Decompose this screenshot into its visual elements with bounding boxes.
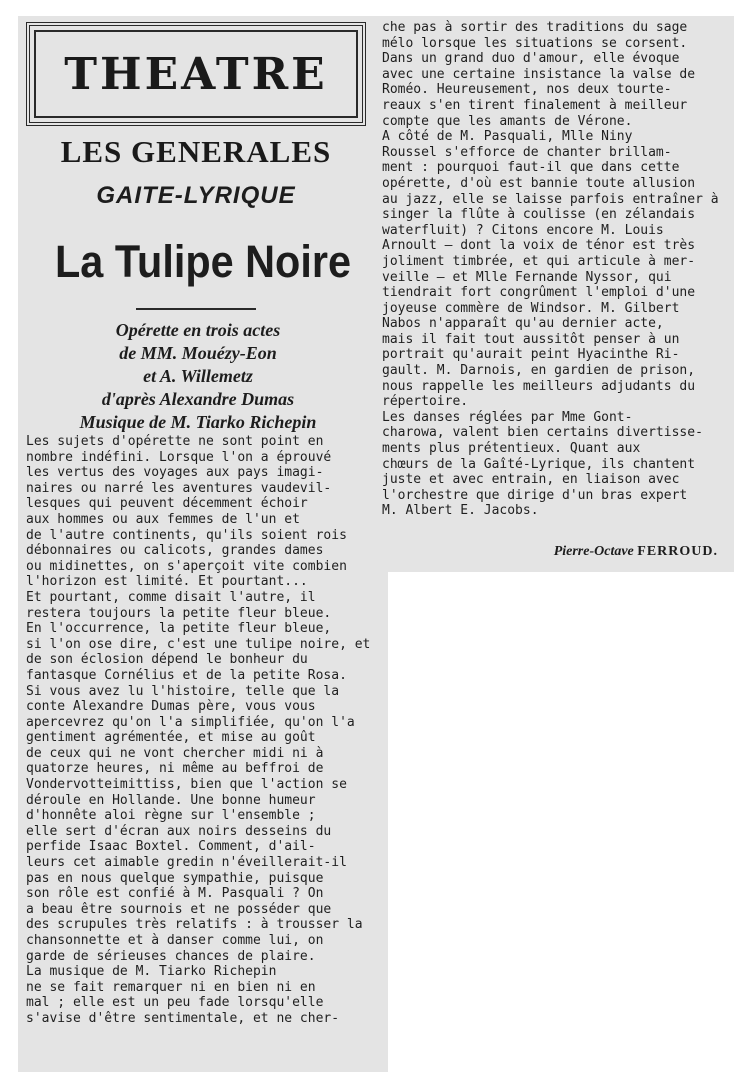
- heading: LES GENERALES: [60, 134, 332, 169]
- text-line: ne se fait remarquer ni en bien ni en: [26, 979, 316, 995]
- text-line: de son éclosion dépend le bonheur du: [26, 652, 308, 668]
- credit-line: Opérette en trois actes: [115, 320, 281, 340]
- text-line: portrait qu'aurait peint Hyacinthe Ri-: [382, 347, 680, 363]
- credit-line: Musique de M. Tiarko Richepin: [79, 412, 317, 432]
- left-body-text: [26, 434, 378, 1027]
- text-line: charowa, valent bien certains divertisse-: [382, 425, 703, 441]
- text-line: Les danses réglées par Mme Gont-: [382, 409, 633, 425]
- section-banner-title: THEATRE: [64, 48, 328, 100]
- section-banner: [26, 22, 366, 126]
- text-line: l'horizon est limité. Et pourtant...: [26, 574, 308, 590]
- text-line: si l'on ose dire, c'est une tulipe noire, et: [26, 636, 371, 652]
- text-line: ou midinettes, on s'aperçoit vite combien: [26, 558, 347, 574]
- text-line: avec une certaine insistance la valse de: [382, 66, 696, 82]
- text-line: joliment timbrée, et qui articule à mer-: [382, 253, 696, 269]
- text-line: de l'autre continents, qu'ils soient rois: [26, 527, 347, 543]
- author-surname: FERROUD.: [637, 544, 718, 559]
- text-line: Arnoult — dont la voix de ténor est très: [382, 238, 696, 254]
- credit-line: de MM. Mouézy-Eon: [119, 343, 277, 363]
- text-line: s'avise d'être sentimentale, et ne cher-: [26, 1010, 340, 1026]
- text-line: Roméo. Heureusement, nos deux tourte-: [382, 82, 672, 98]
- text-line: lesques qui peuvent décemment échoir: [26, 496, 308, 512]
- text-line: La musique de M. Tiarko Richepin: [26, 964, 277, 980]
- text-line: restera toujours la petite fleur bleue.: [26, 605, 332, 621]
- text-line: mais il fait tout aussitôt penser à un: [382, 331, 680, 347]
- show-title: La Tulipe Noire: [55, 236, 351, 287]
- text-line: mal ; elle est un peu fade lorsqu'elle: [26, 995, 324, 1011]
- text-line: conte Alexandre Dumas père, vous vous: [26, 699, 316, 715]
- text-line: reaux s'en tirent finalement à meilleur: [382, 97, 688, 113]
- text-line: M. Albert E. Jacobs.: [382, 503, 539, 519]
- text-line: apercevrez qu'on l'a simplifiée, qu'on l'a: [26, 714, 355, 730]
- text-line: ment : pourquoi faut-il que dans cette: [382, 160, 680, 176]
- text-line: naires ou narré les aventures vaudevil-: [26, 480, 332, 496]
- text-line: che pas à sortir des traditions du sage: [382, 20, 688, 35]
- text-line: son rôle est confié à M. Pasquali ? On: [26, 886, 324, 902]
- credits-block: [18, 319, 378, 434]
- text-line: mélo lorsque les situations se corsent.: [382, 35, 688, 51]
- text-line: aux hommes ou aux femmes de l'un et: [26, 511, 300, 527]
- article-right-column: [376, 16, 734, 572]
- text-line: gentiment agrémentée, et mise au goût: [26, 730, 316, 746]
- text-line: débonnaires ou calicots, grandes dames: [26, 543, 324, 559]
- text-line: nombre indéfini. Lorsque l'on a éprouvé: [26, 449, 332, 465]
- text-line: compte que les amants de Vérone.: [382, 113, 633, 129]
- text-line: répertoire.: [382, 394, 469, 410]
- credit-line: et A. Willemetz: [143, 366, 253, 386]
- text-line: waterfluit) ? Citons encore M. Louis: [382, 222, 664, 238]
- credit-line: d'après Alexandre Dumas: [101, 389, 295, 409]
- text-line: des scrupules très relatifs : à trousser la: [26, 917, 363, 933]
- text-line: joyeuse commère de Windsor. M. Gilbert: [382, 300, 680, 316]
- text-line: opérette, d'où est bannie toute allusion: [382, 175, 696, 191]
- divider-rule: [136, 308, 256, 310]
- text-line: singer la flûte à coulisse (en zélandais: [382, 207, 696, 223]
- text-line: a beau être sournois et ne posséder que: [26, 901, 332, 917]
- author-signature: [554, 544, 718, 560]
- text-line: Vondervotteimittiss, bien que l'action se: [26, 777, 347, 793]
- text-line: fantasque Cornélius et de la petite Rosa.: [26, 667, 347, 683]
- text-line: Nabos n'apparaît qu'au dernier acte,: [382, 316, 664, 332]
- text-line: perfide Isaac Boxtel. Comment, d'ail-: [26, 839, 316, 855]
- text-line: ments plus prétentieux. Quant aux: [382, 441, 641, 457]
- text-line: Les sujets d'opérette ne sont point en: [26, 434, 324, 449]
- text-line: Si vous avez lu l'histoire, telle que la: [26, 683, 340, 699]
- text-line: juste et avec entrain, en liaison avec: [382, 472, 680, 488]
- venue-name: GAITE-LYRIQUE: [96, 182, 296, 209]
- text-line: quatorze heures, ni même au beffroi de: [26, 761, 324, 777]
- text-line: déroule en Hollande. Une bonne humeur: [26, 792, 316, 808]
- text-line: pas en nous quelque sympathie, puisque: [26, 870, 324, 886]
- text-line: Dans un grand duo d'amour, elle évoque: [382, 51, 680, 67]
- text-line: garde de sérieuses chances de plaire.: [26, 948, 316, 964]
- text-line: En l'occurrence, la petite fleur bleue,: [26, 621, 332, 637]
- text-line: Roussel s'efforce de chanter brillam-: [382, 144, 672, 160]
- text-line: d'honnête aloi règne sur l'ensemble ;: [26, 808, 316, 824]
- text-line: A côté de M. Pasquali, Mlle Niny: [382, 129, 633, 145]
- text-line: Et pourtant, comme disait l'autre, il: [26, 589, 316, 605]
- text-line: veille — et Mlle Fernande Nyssor, qui: [382, 269, 672, 285]
- article-left-column: [18, 16, 388, 1072]
- text-line: chansonnette et à danser comme lui, on: [26, 933, 324, 948]
- text-line: nous rappelle les meilleurs adjudants du: [382, 378, 696, 394]
- text-line: les vertus des voyages aux pays imagi-: [26, 465, 324, 481]
- author-first-name: Pierre-Octave: [553, 544, 634, 559]
- right-body-text: [382, 20, 730, 519]
- text-line: chœurs de la Gaîté-Lyrique, ils chantent: [382, 456, 696, 472]
- text-line: tiendrait fort congrûment l'emploi d'une: [382, 285, 696, 301]
- text-line: l'orchestre que dirige d'un bras expert: [382, 487, 688, 503]
- text-line: elle sert d'écran aux noirs desseins du: [26, 823, 332, 839]
- text-line: gault. M. Darnois, en gardien de prison,: [382, 363, 696, 379]
- text-line: leurs cet aimable gredin n'éveillerait-il: [26, 855, 347, 871]
- text-line: de ceux qui ne vont chercher midi ni à: [26, 745, 324, 761]
- text-line: au jazz, elle se laisse parfois entraîner à: [382, 191, 719, 207]
